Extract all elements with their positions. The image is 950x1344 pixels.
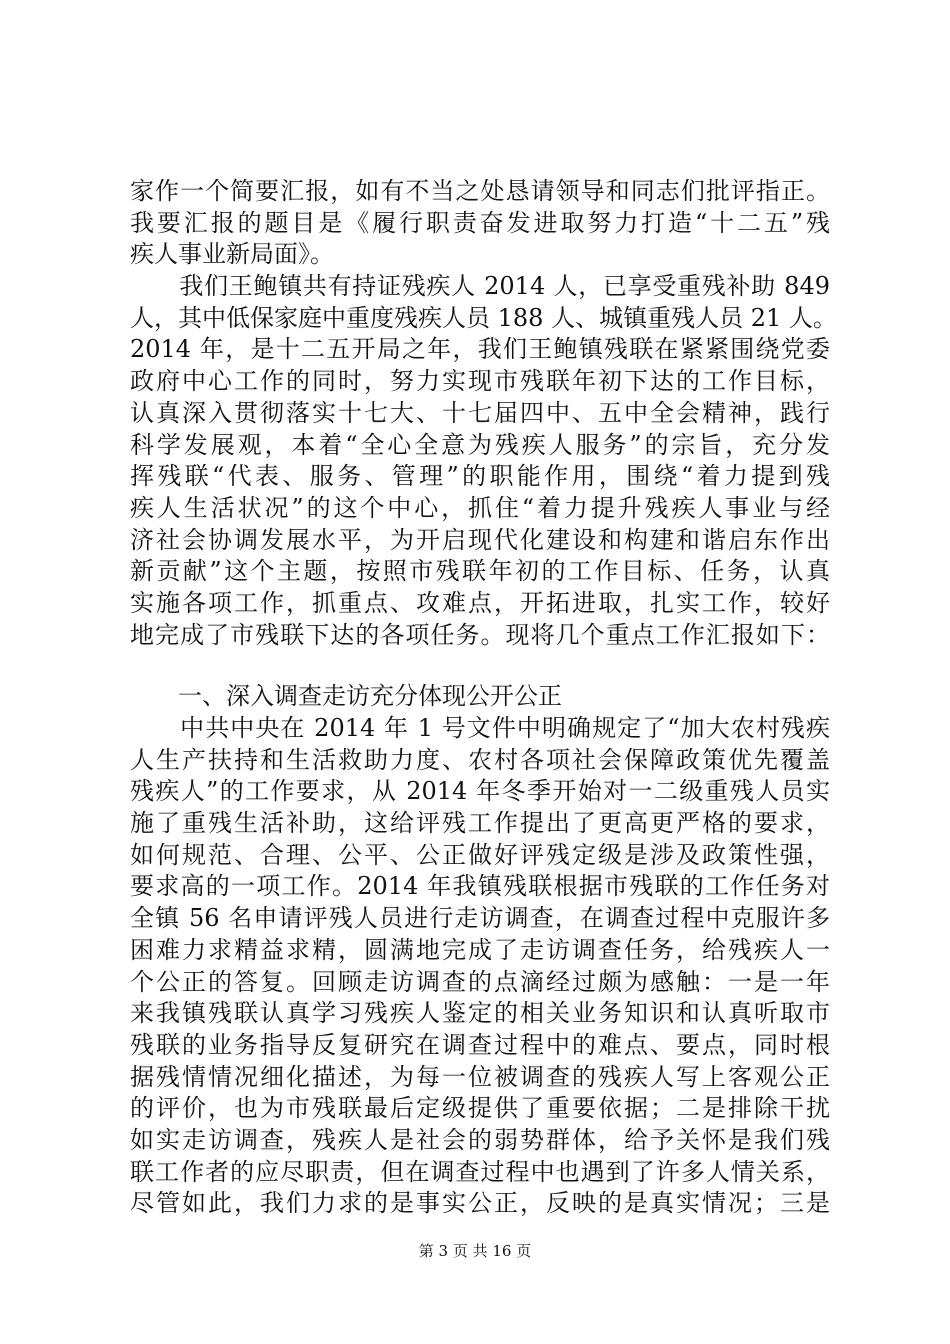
- text-line: 要求高的一项工作。2014 年我镇残联根据市残联的工作任务对: [130, 872, 830, 901]
- text-line: 地完成了市残联下达的各项任务。现将几个重点工作汇报如下：: [130, 620, 830, 649]
- text-line: 联工作者的应尽职责，但在调查过程中也遇到了许多人情关系，: [130, 1157, 830, 1186]
- text-line: 挥残联“代表、服务、管理”的职能作用，围绕“着力提到残: [130, 462, 830, 491]
- text-line: 的评价，也为市残联最后定级提供了重要依据；二是排除干扰: [130, 1094, 830, 1123]
- text-line: 来我镇残联认真学习残疾人鉴定的相关业务知识和认真听取市: [130, 999, 830, 1028]
- text-line: 人生产扶持和生活救助力度、农村各项社会保障政策优先覆盖: [130, 745, 830, 774]
- section-heading: 一、深入调查走访充分体现公开公正: [130, 682, 562, 711]
- text-line: 认真深入贯彻落实十七大、十七届四中、五中全会精神，践行: [130, 398, 830, 427]
- text-line: 实施各项工作，抓重点、攻难点，开拓进取，扎实工作，较好: [130, 588, 830, 617]
- page-number-footer: 第 3 页 共 16 页: [418, 1242, 532, 1260]
- text-line: 施了重残生活补助，这给评残工作提出了更高更严格的要求，: [130, 809, 830, 838]
- text-line: 人，其中低保家庭中重度残疾人员 188 人、城镇重残人员 21 人。: [130, 303, 837, 332]
- text-line: 个公正的答复。回顾走访调查的点滴经过颇为感触：一是一年: [130, 967, 830, 996]
- text-line: 全镇 56 名申请评残人员进行走访调查，在调查过程中克服许多: [130, 904, 830, 933]
- text-line: 困难力求精益求精，圆满地完成了走访调查任务，给残疾人一: [130, 935, 830, 964]
- paragraph-spacer: [130, 651, 830, 681]
- document-body: [130, 176, 837, 1220]
- text-line: 如实走访调查，残疾人是社会的弱势群体，给予关怀是我们残: [130, 1125, 830, 1154]
- text-line: 我们王鲍镇共有持证残疾人 2014 人，已享受重残补助 849: [130, 272, 830, 301]
- text-line: 科学发展观，本着“全心全意为残疾人服务”的宗旨，充分发: [130, 430, 830, 459]
- text-line: 我要汇报的题目是《履行职责奋发进取努力打造“十二五”残: [130, 208, 830, 237]
- text-line: 中共中央在 2014 年 1 号文件中明确规定了“加大农村残疾: [130, 714, 830, 742]
- text-line: 新贡献”这个主题，按照市残联年初的工作目标、任务，认真: [130, 557, 830, 586]
- paragraph-intro: [130, 176, 830, 271]
- paragraph-section-one: [130, 713, 830, 1220]
- text-line: 据残情情况细化描述，为每一位被调查的残疾人写上客观公正: [130, 1062, 830, 1091]
- text-line: 政府中心工作的同时，努力实现市残联年初下达的工作目标，: [130, 367, 830, 396]
- text-line: 济社会协调发展水平，为开启现代化建设和构建和谐启东作出: [130, 525, 830, 554]
- text-line: 家作一个简要汇报，如有不当之处恳请领导和同志们批评指正。: [130, 177, 830, 205]
- text-line: 如何规范、合理、公平、公正做好评残定级是涉及政策性强，: [130, 840, 830, 869]
- text-line: 疾人事业新局面》。: [130, 240, 334, 269]
- text-line: 疾人生活状况”的这个中心，抓住“着力提升残疾人事业与经: [130, 493, 830, 522]
- text-line: 2014 年，是十二五开局之年，我们王鲍镇残联在紧紧围绕党委: [130, 335, 830, 364]
- text-line: 残疾人”的工作要求，从 2014 年冬季开始对一二级重残人员实: [130, 777, 830, 806]
- paragraph-overview: [130, 271, 837, 651]
- text-line: 尽管如此，我们力求的是事实公正，反映的是真实情况；三是: [130, 1189, 830, 1218]
- text-line: 残联的业务指导反复研究在调查过程中的难点、要点，同时根: [130, 1030, 830, 1059]
